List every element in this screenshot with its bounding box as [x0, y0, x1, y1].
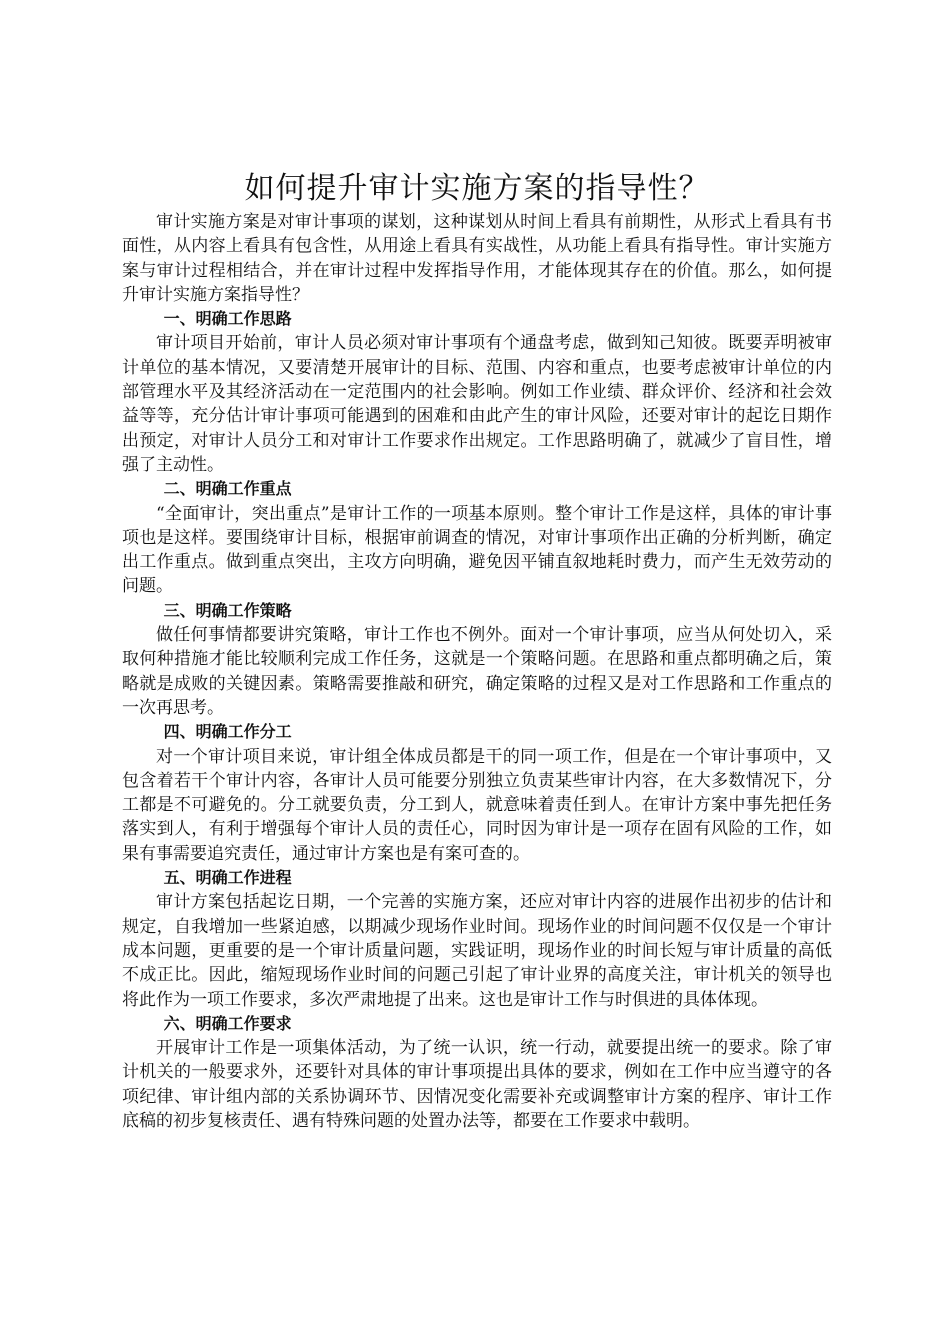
section-body: “全面审计，突出重点”是审计工作的一项基本原则。整个审计工作是这样，具体的审计事项也是这样。要围绕审计目标，根据审前调查的情况，对审计事项作出正确的分析判断，确定出工作重点。做到重点突出，主攻方向明确，避免因平铺直叙地耗时费力，而产生无效劳动的问题。	[122, 503, 832, 597]
section-heading: 一、明确工作思路	[163, 309, 292, 329]
section-body: 审计方案包括起讫日期，一个完善的实施方案，还应对审计内容的进展作出初步的估计和规定，自我增加一些紧迫感，以期减少现场作业时间。现场作业的时间问题不仅仅是一个审计成本问题，更重要的是一个审计质量问题，实践证明，现场作业的时间长短与审计质量的高低不成正比。因此，缩短现场作业时间的问题己引起了审计业界的高度关注，审计机关的领导也将此作为一项工作要求，多次严肃地提了出来。这也是审计工作与时俱进的具体体现。	[122, 892, 832, 1010]
section-heading: 四、明确工作分工	[163, 722, 292, 742]
section-heading: 六、明确工作要求	[163, 1013, 292, 1033]
section-heading: 三、明确工作策略	[163, 600, 292, 620]
section-4	[122, 720, 832, 866]
section-1	[122, 307, 832, 477]
section-heading: 二、明确工作重点	[163, 479, 292, 499]
intro-paragraph: 审计实施方案是对审计事项的谋划，这种谋划从时间上看具有前期性，从形式上看具有书面性，从内容上看具有包含性，从用途上看具有实战性，从功能上看具有指导性。审计实施方案与审计过程相结合，并在审计过程中发挥指导作用，才能体现其存在的价值。那么，如何提升审计实施方案指导性？	[122, 212, 832, 305]
document-page	[122, 168, 832, 1133]
section-5	[122, 866, 832, 1012]
section-body: 审计项目开始前，审计人员必须对审计事项有个通盘考虑，做到知己知彼。既要弄明被审计单位的基本情况，又要清楚开展审计的目标、范围、内容和重点，也要考虑被审计单位的内部管理水平及其经济活动在一定范围内的社会影响。例如工作业绩、群众评价、经济和社会效益等等，充分估计审计事项可能遇到的困难和由此产生的审计风险，还要对审计的起讫日期作出预定，对审计人员分工和对审计工作要求作出规定。工作思路明确了，就减少了盲目性，增强了主动性。	[122, 333, 832, 475]
section-body: 对一个审计项目来说，审计组全体成员都是干的同一项工作，但是在一个审计事项中，又包含着若干个审计内容，各审计人员可能要分别独立负责某些审计内容，在大多数情况下，分工都是不可避免的。分工就要负责，分工到人，就意味着责任到人。在审计方案中事先把任务落实到人，有利于增强每个审计人员的责任心，同时因为审计是一项存在固有风险的工作，如果有事需要追究责任，通过审计方案也是有案可查的。	[122, 746, 832, 864]
section-2	[122, 477, 832, 598]
document-title: 如何提升审计实施方案的指导性？	[244, 171, 710, 206]
section-6	[122, 1012, 832, 1133]
section-3	[122, 599, 832, 720]
section-body: 开展审计工作是一项集体活动，为了统一认识，统一行动，就要提出统一的要求。除了审计机关的一般要求外，还要针对具体的审计事项提出具体的要求，例如在工作中应当遵守的各项纪律、审计组内部的关系协调环节、因情况变化需要补充或调整审计方案的程序、审计工作底稿的初步复核责任、遇有特殊问题的处置办法等，都要在工作要求中载明。	[122, 1038, 832, 1131]
section-body: 做任何事情都要讲究策略，审计工作也不例外。面对一个审计事项，应当从何处切入，采取何种措施才能比较顺利完成工作任务，这就是一个策略问题。在思路和重点都明确之后，策略就是成败的关键因素。策略需要推敲和研究，确定策略的过程又是对工作思路和工作重点的一次再思考。	[122, 625, 832, 718]
section-heading: 五、明确工作进程	[163, 868, 292, 888]
